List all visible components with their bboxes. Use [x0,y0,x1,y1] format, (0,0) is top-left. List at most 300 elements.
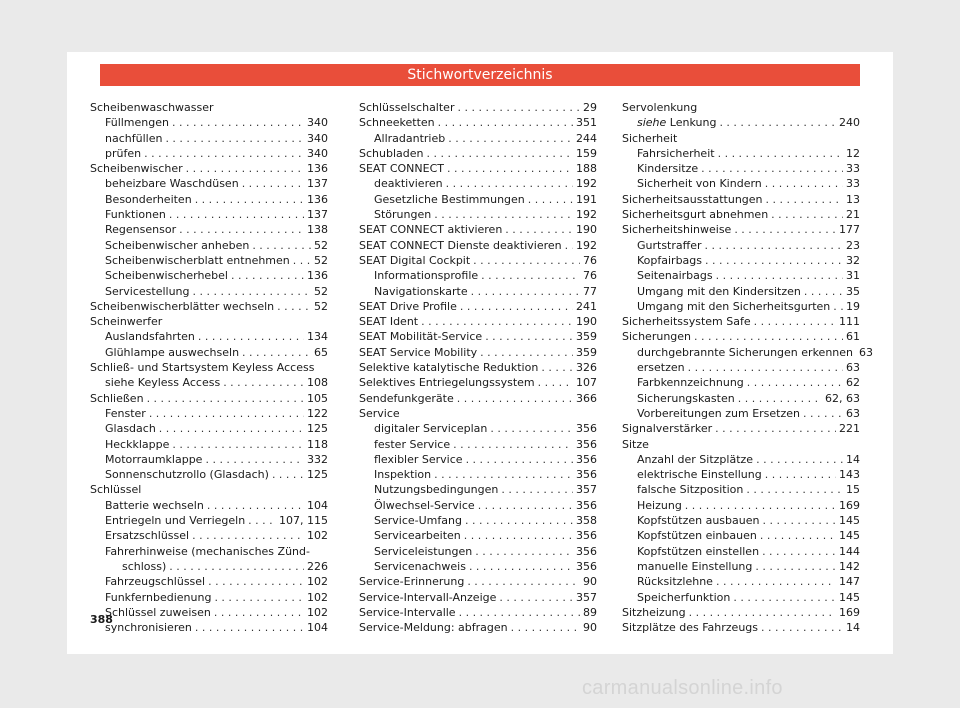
index-entry-term: Rücksitzlehne [637,575,713,589]
index-entry-term: falsche Sitzposition [637,483,744,497]
index-entry [622,544,860,559]
dot-leader [473,253,580,268]
index-entry [90,284,328,299]
index-entry-term: SEAT CONNECT aktivieren [359,223,503,237]
dot-leader [734,222,836,237]
dot-leader [478,498,573,513]
dot-leader [719,115,836,130]
index-entry-term: Scheibenwischerblätter wechseln [90,299,275,313]
watermark: carmanualsonline.info [582,677,783,699]
index-entry-term: Batterie wechseln [105,498,204,512]
dot-leader [804,284,843,299]
dot-leader [169,559,304,574]
index-entry-term: Ersatzschlüssel [105,529,190,543]
index-entry-page: 177 [839,223,860,237]
dot-leader [438,115,573,130]
index-entry-term: flexibler Service [374,452,463,466]
index-entry [359,498,597,513]
dot-leader [457,391,573,406]
index-entry [359,253,597,268]
dot-leader [762,544,836,559]
index-entry [90,131,328,146]
index-entry-page: 118 [307,437,328,451]
dot-leader [765,176,843,191]
dot-leader [718,146,843,161]
dot-leader [446,176,573,191]
index-entry [622,574,860,589]
dot-leader [475,544,573,559]
index-entry-term: Service-Intervall-Anzeige [359,590,497,604]
index-entry-term: SEAT Service Mobility [359,345,478,359]
index-entry-page: 169 [839,498,860,512]
index-entry-term: Schlüssel [90,483,142,497]
dot-leader [511,620,580,635]
index-entry [622,482,860,497]
index-entry-term: Service [359,406,400,420]
index-entry [359,329,597,344]
index-entry [622,421,860,436]
index-entry-term: Vorbereitungen zum Ersetzen [637,406,801,420]
index-entry [90,620,328,635]
dot-leader [833,299,843,314]
index-entry-term: deaktivieren [374,177,443,191]
index-entry [359,467,597,482]
dot-leader [803,406,843,421]
index-entry [90,268,328,283]
dot-leader [765,467,836,482]
dot-leader [705,238,843,253]
index-entry-page: 340 [307,116,328,130]
index-entry-term: Inspektion [374,468,432,482]
index-entry-term: Seitenairbags [637,269,713,283]
index-entry [359,238,597,253]
index-entry [622,161,860,176]
index-entry-term: Störungen [374,208,432,222]
index-entry-page: 351 [576,116,597,130]
index-entry [359,375,597,390]
index-entry-page: 326 [576,361,597,375]
dot-leader [193,284,311,299]
dot-leader [465,513,573,528]
index-entry-term: Farbkennzeichnung [637,376,744,390]
index-entry-page: 77 [583,284,597,298]
index-entry-page: 356 [576,498,597,512]
dot-leader [195,620,304,635]
index-entry-term: digitaler Serviceplan [374,422,488,436]
index-entry [622,238,860,253]
dot-leader [448,131,573,146]
index-entry-page: 102 [307,529,328,543]
index-entry-term: Anzahl der Sitzplätze [637,452,754,466]
index-entry-page: 102 [307,605,328,619]
index-entry-term: Scheibenwischer anheben [105,238,250,252]
index-entry-term: Umgang mit den Kindersitzen [637,284,801,298]
dot-leader [689,605,836,620]
index-entry [622,620,860,635]
index-entry [90,146,328,161]
index-entry-term: Signalverstärker [622,422,713,436]
index-entry [359,513,597,528]
index-entry [622,329,860,344]
dot-leader [746,482,843,497]
dot-leader [466,452,573,467]
index-entry [90,360,328,375]
index-entry-page: 33 [846,177,860,191]
index-entry-page: 145 [839,514,860,528]
index-entry-page: 356 [576,468,597,482]
index-entry-term: Fahrerhinweise (mechanisches Zünd- [105,544,310,558]
dot-leader [538,375,573,390]
index-entry-page: 192 [576,177,597,191]
index-entry-term: Glasdach [105,422,156,436]
section-banner [100,64,860,86]
index-entry [622,100,860,115]
index-entry [359,284,597,299]
dot-leader [434,467,573,482]
index-entry [359,406,597,421]
index-entry-term: Sicherheitshinweise [622,223,732,237]
index-entry [90,498,328,513]
index-entry [622,314,860,329]
dot-leader [464,528,573,543]
index-entry [90,299,328,314]
index-entry [622,131,860,146]
index-entry [90,329,328,344]
index-entry-page: 241 [576,299,597,313]
index-column-1 [90,100,328,635]
index-entry-page: 226 [307,559,328,573]
index-entry [622,452,860,467]
index-entry-page: 366 [576,391,597,405]
index-entry [359,620,597,635]
index-entry-page: 143 [839,468,860,482]
index-entry-page: 125 [307,468,328,482]
index-entry-page: 63 [859,345,873,359]
index-entry-term: Motorraumklappe [105,452,203,466]
index-entry [359,528,597,543]
index-entry-page: 89 [583,605,597,619]
index-entry-term: Regensensor [105,223,177,237]
dot-leader [192,528,304,543]
index-entry [359,437,597,452]
index-entry-page: 359 [576,345,597,359]
index-column-3 [622,100,873,635]
index-entry [622,391,860,406]
index-entry [359,482,597,497]
dot-leader [242,176,304,191]
index-entry-term: beheizbare Waschdüsen [105,177,239,191]
dot-leader [214,590,304,605]
index-entry-page: 29 [583,101,597,114]
dot-leader [760,528,836,543]
index-entry-term: Kopfstützen einbauen [637,529,757,543]
index-entry-term: Schlüsselschalter [359,101,455,114]
dot-leader [490,421,573,436]
index-entry-term: Sendefunkgeräte [359,391,454,405]
index-entry-term: schloss) [122,559,167,573]
index-entry-term: Sicherheitsgurt abnehmen [622,208,769,222]
index-entry-term: Sicherheit von Kindern [637,177,762,191]
index-entry [90,437,328,452]
index-entry-term: siehe Lenkung [637,116,717,130]
index-entry-page: 134 [307,330,328,344]
index-entry [359,100,597,115]
page-title: Stichwortverzeichnis [407,67,553,83]
index-entry [359,421,597,436]
dot-leader [214,605,304,620]
index-entry-term: Informationsprofile [374,269,479,283]
index-entry-page: 221 [839,422,860,436]
dot-leader [701,161,843,176]
index-entry-page: 104 [307,498,328,512]
index-entry-page: 61 [846,330,860,344]
dot-leader [481,268,580,283]
index-entry-term: Heckklappe [105,437,170,451]
index-entry [359,314,597,329]
index-entry-page: 192 [576,208,597,222]
index-entry-page: 90 [583,575,597,589]
index-entry [622,284,860,299]
index-entry-term: fester Service [374,437,451,451]
index-entry [622,115,860,130]
dot-leader [459,605,580,620]
index-entry [359,131,597,146]
index-entry-term: Scheibenwischerblatt entnehmen [105,253,290,267]
dot-leader [457,100,580,115]
index-entry-term: Scheibenwaschwasser [90,101,214,114]
index-entry-term: manuelle Einstellung [637,559,753,573]
dot-leader [293,253,311,268]
index-entry-page: 52 [314,238,328,252]
dot-leader [208,574,304,589]
dot-leader [705,253,843,268]
dot-leader [694,329,843,344]
index-entry [359,146,597,161]
dot-leader [195,192,304,207]
dot-leader [223,375,304,390]
index-entry [622,192,860,207]
index-entry [90,238,328,253]
index-entry [90,207,328,222]
index-entry-term: Servicenachweis [374,559,466,573]
index-entry-term: Service-Intervalle [359,605,456,619]
index-entry-term: Füllmengen [105,116,169,130]
index-entry [622,498,860,513]
index-entry-term: Selektives Entriegelungssystem [359,376,535,390]
dot-leader [688,360,843,375]
index-entry-term: Schneeketten [359,116,435,130]
index-entry [359,559,597,574]
index-entry-page: 356 [576,559,597,573]
index-entry-page: 21 [846,208,860,222]
dot-leader [467,574,580,589]
index-entry-term: SEAT Ident [359,315,419,329]
index-entry-page: 159 [576,146,597,160]
index-entry-term: ersetzen [637,361,685,375]
index-entry-page: 32 [846,253,860,267]
index-entry [359,192,597,207]
index-entry-term: Besonderheiten [105,192,192,206]
index-entry-term: SEAT CONNECT Dienste deaktivieren [359,238,562,252]
index-entry-page: 332 [307,452,328,466]
index-entry-page: 14 [846,452,860,466]
dot-leader [485,329,573,344]
dot-leader [252,238,311,253]
index-entry-term: Entriegeln und Verriegeln [105,514,246,528]
dot-leader [471,284,580,299]
dot-leader [169,207,304,222]
index-entry [359,574,597,589]
index-entry-page: 145 [839,590,860,604]
index-entry-page: 13 [846,192,860,206]
index-entry [90,391,328,406]
index-entry-term: Gurtstraffer [637,238,702,252]
index-entry-page: 356 [576,452,597,466]
index-entry-term: Sonnenschutzrollo (Glasdach) [105,468,269,482]
index-entry-page: 136 [307,192,328,206]
index-entry-term: Speicherfunktion [637,590,731,604]
dot-leader [149,406,304,421]
dot-leader [165,131,304,146]
index-entry-term: SEAT Mobilität-Service [359,330,483,344]
index-entry [359,299,597,314]
dot-leader [733,590,836,605]
index-entry [90,544,328,559]
index-entry-term: Service-Meldung: abfragen [359,621,508,635]
dot-leader [469,559,573,574]
dot-leader [172,437,304,452]
index-entry-page: 62 [846,376,860,390]
index-entry-page: 111 [839,315,860,329]
dot-leader [426,146,573,161]
index-entry [622,360,860,375]
index-entry-page: 65 [314,345,328,359]
index-entry [622,146,860,161]
index-entry-page: 108 [307,376,328,390]
index-entry [359,590,597,605]
dot-leader [501,482,573,497]
index-entry-term: Sitzheizung [622,605,686,619]
index-entry [90,605,328,620]
index-entry-term: Servolenkung [622,101,698,114]
dot-leader [159,421,304,436]
index-entry-page: 356 [576,422,597,436]
index-entry [90,375,328,390]
index-entry [359,544,597,559]
index-entry-term: Schubladen [359,146,424,160]
index-entry-term: Kindersitze [637,162,699,176]
index-entry-term: Sicherheitsausstattungen [622,192,763,206]
index-entry-term: Gesetzliche Bestimmungen [374,192,525,206]
index-entry-page: 144 [839,544,860,558]
dot-leader [715,421,836,436]
index-entry-page: 147 [839,575,860,589]
index-entry-term: SEAT Drive Profile [359,299,457,313]
index-entry-term: Sicherungskasten [637,391,735,405]
index-entry [359,345,597,360]
index-entry-page: 357 [576,483,597,497]
dot-leader [541,360,573,375]
dot-leader [434,207,573,222]
dot-leader [761,620,843,635]
dot-leader [528,192,573,207]
dot-leader [480,345,573,360]
index-entry-term: Fahrzeugschlüssel [105,575,206,589]
dot-leader [738,391,822,406]
index-entry-term: Selektive katalytische Reduktion [359,361,539,375]
dot-leader [231,268,304,283]
index-entry-page: 357 [576,590,597,604]
index-entry-page: 63 [846,361,860,375]
index-entry-page: 137 [307,177,328,191]
index-entry [622,268,860,283]
dot-leader [421,314,573,329]
index-entry-page: 169 [839,605,860,619]
index-entry-page: 356 [576,437,597,451]
dot-leader [179,222,304,237]
index-entry-term: Schließen [90,391,144,405]
index-entry [622,528,860,543]
index-entry-term: Servicestellung [105,284,190,298]
index-entry-term: nachfüllen [105,131,163,145]
index-entry-term: Glühlampe auswechseln [105,345,240,359]
index-entry-term: Serviceleistungen [374,544,473,558]
index-entry [622,253,860,268]
index-entry [359,207,597,222]
index-entry-term: Nutzungsbedingungen [374,483,499,497]
dot-leader [207,498,304,513]
index-entry-page: 192 [576,238,597,252]
index-entry-term: Scheibenwischerhebel [105,269,228,283]
dot-leader [205,452,304,467]
index-entry-page: 12 [846,146,860,160]
index-entry-term: Service-Erinnerung [359,575,465,589]
index-entry-page: 340 [307,131,328,145]
index-entry [622,176,860,191]
index-entry-term: SEAT Digital Cockpit [359,253,471,267]
index-entry-term: prüfen [105,146,142,160]
index-entry [90,115,328,130]
index-entry [90,590,328,605]
index-entry [90,314,328,329]
index-entry-term: Scheinwerfer [90,315,163,329]
index-entry [622,513,860,528]
index-entry-term: Kopfstützen einstellen [637,544,760,558]
index-entry-page: 23 [846,238,860,252]
index-entry-page: 105 [307,391,328,405]
index-entry-term: elektrische Einstellung [637,468,762,482]
index-entry-page: 359 [576,330,597,344]
index-entry-page: 142 [839,559,860,573]
index-entry [90,222,328,237]
index-entry-page: 356 [576,529,597,543]
dot-leader [756,452,843,467]
index-entry [622,207,860,222]
dot-leader [771,207,843,222]
index-entry [359,115,597,130]
index-entry [359,161,597,176]
index-entry-page: 35 [846,284,860,298]
index-entry [622,559,860,574]
index-entry [622,605,860,620]
index-entry [622,299,860,314]
index-column-2 [359,100,597,635]
index-entry [90,421,328,436]
index-entry-term: durchgebrannte Sicherungen erkennen [637,345,853,359]
dot-leader [766,192,843,207]
index-entry-term: Servicearbeiten [374,529,461,543]
index-entry [90,528,328,543]
